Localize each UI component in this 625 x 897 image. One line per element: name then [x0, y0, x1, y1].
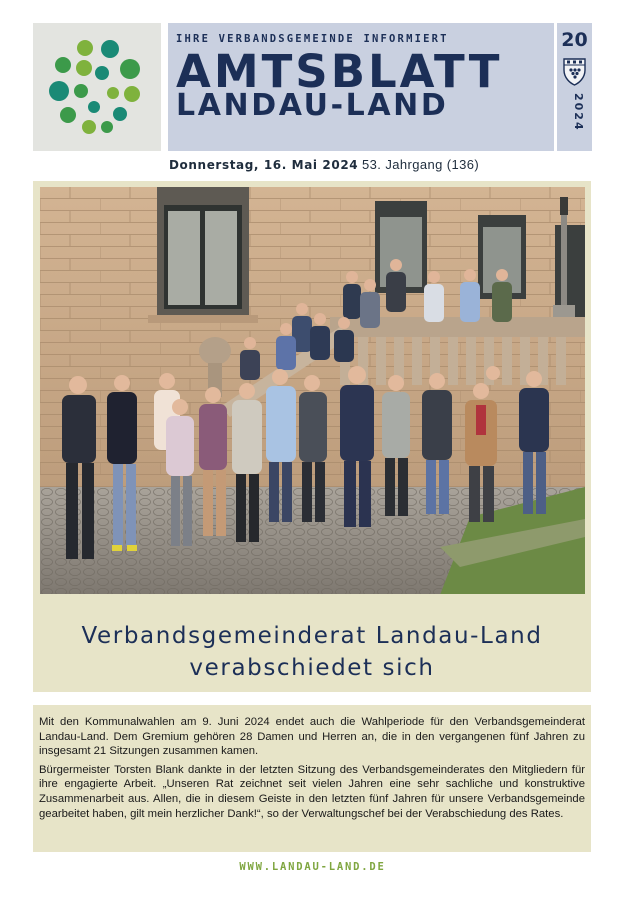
issue-year — [565, 93, 585, 143]
headline-panel — [33, 594, 591, 692]
headline-line-2: verabschiedet sich — [189, 655, 435, 681]
headline — [33, 620, 591, 684]
logo — [33, 23, 161, 151]
masthead-subtitle: LANDAU-LAND — [176, 88, 449, 123]
issue-number: 20 — [561, 29, 588, 51]
masthead-title: AMTSBLATT — [176, 45, 503, 98]
group-photo — [40, 187, 585, 595]
masthead-kicker: IHRE VERBANDSGEMEINDE INFORMIERT — [176, 33, 449, 45]
article-body — [39, 715, 585, 821]
coat-of-arms-crest-icon — [562, 56, 587, 86]
masthead — [168, 23, 554, 151]
issue-volume: 53. Jahrgang (136) — [362, 157, 480, 172]
footer-website-link[interactable]: WWW.LANDAU-LAND.DE — [239, 861, 386, 873]
issue-panel — [557, 23, 592, 151]
dateline — [169, 157, 479, 172]
article-paragraph-2: Bürgermeister Torsten Blank dankte in der letzten Sitzung des Verbandsgemeinderates den Mitgliedern für ihre engagierte Arbeit. „Unseren Rat zeichnet seit vielen Jahren eine sehr sachliche und konstruktive Zusammenarbeit aus. Allen, die in diesem Geiste in den letzten fünf Jahren für unsere Verbandsgemeinde gearbeitet haben, gilt mein herzlicher Dank!“, so der Verwaltungschef bei der Verabschiedung des Rates. — [39, 763, 585, 820]
issue-year-text: 2024 — [572, 93, 585, 132]
green-dots-circle-logo-icon — [33, 23, 161, 151]
issue-date: Donnerstag, 16. Mai 2024 — [169, 158, 359, 172]
headline-line-1: Verbandsgemeinderat Landau-Land — [81, 623, 543, 649]
article-paragraph-1: Mit den Kommunalwahlen am 9. Juni 2024 endet auch die Wahlperiode für den Verbandsgemeinderat Landau-Land. Dem Gremium gehören 28 Damen und Herren an, die in den vergangenen fünf Jahren zu insgesamt 21 Sitzungen zusammen kamen. — [39, 716, 585, 758]
article-panel — [33, 705, 591, 852]
